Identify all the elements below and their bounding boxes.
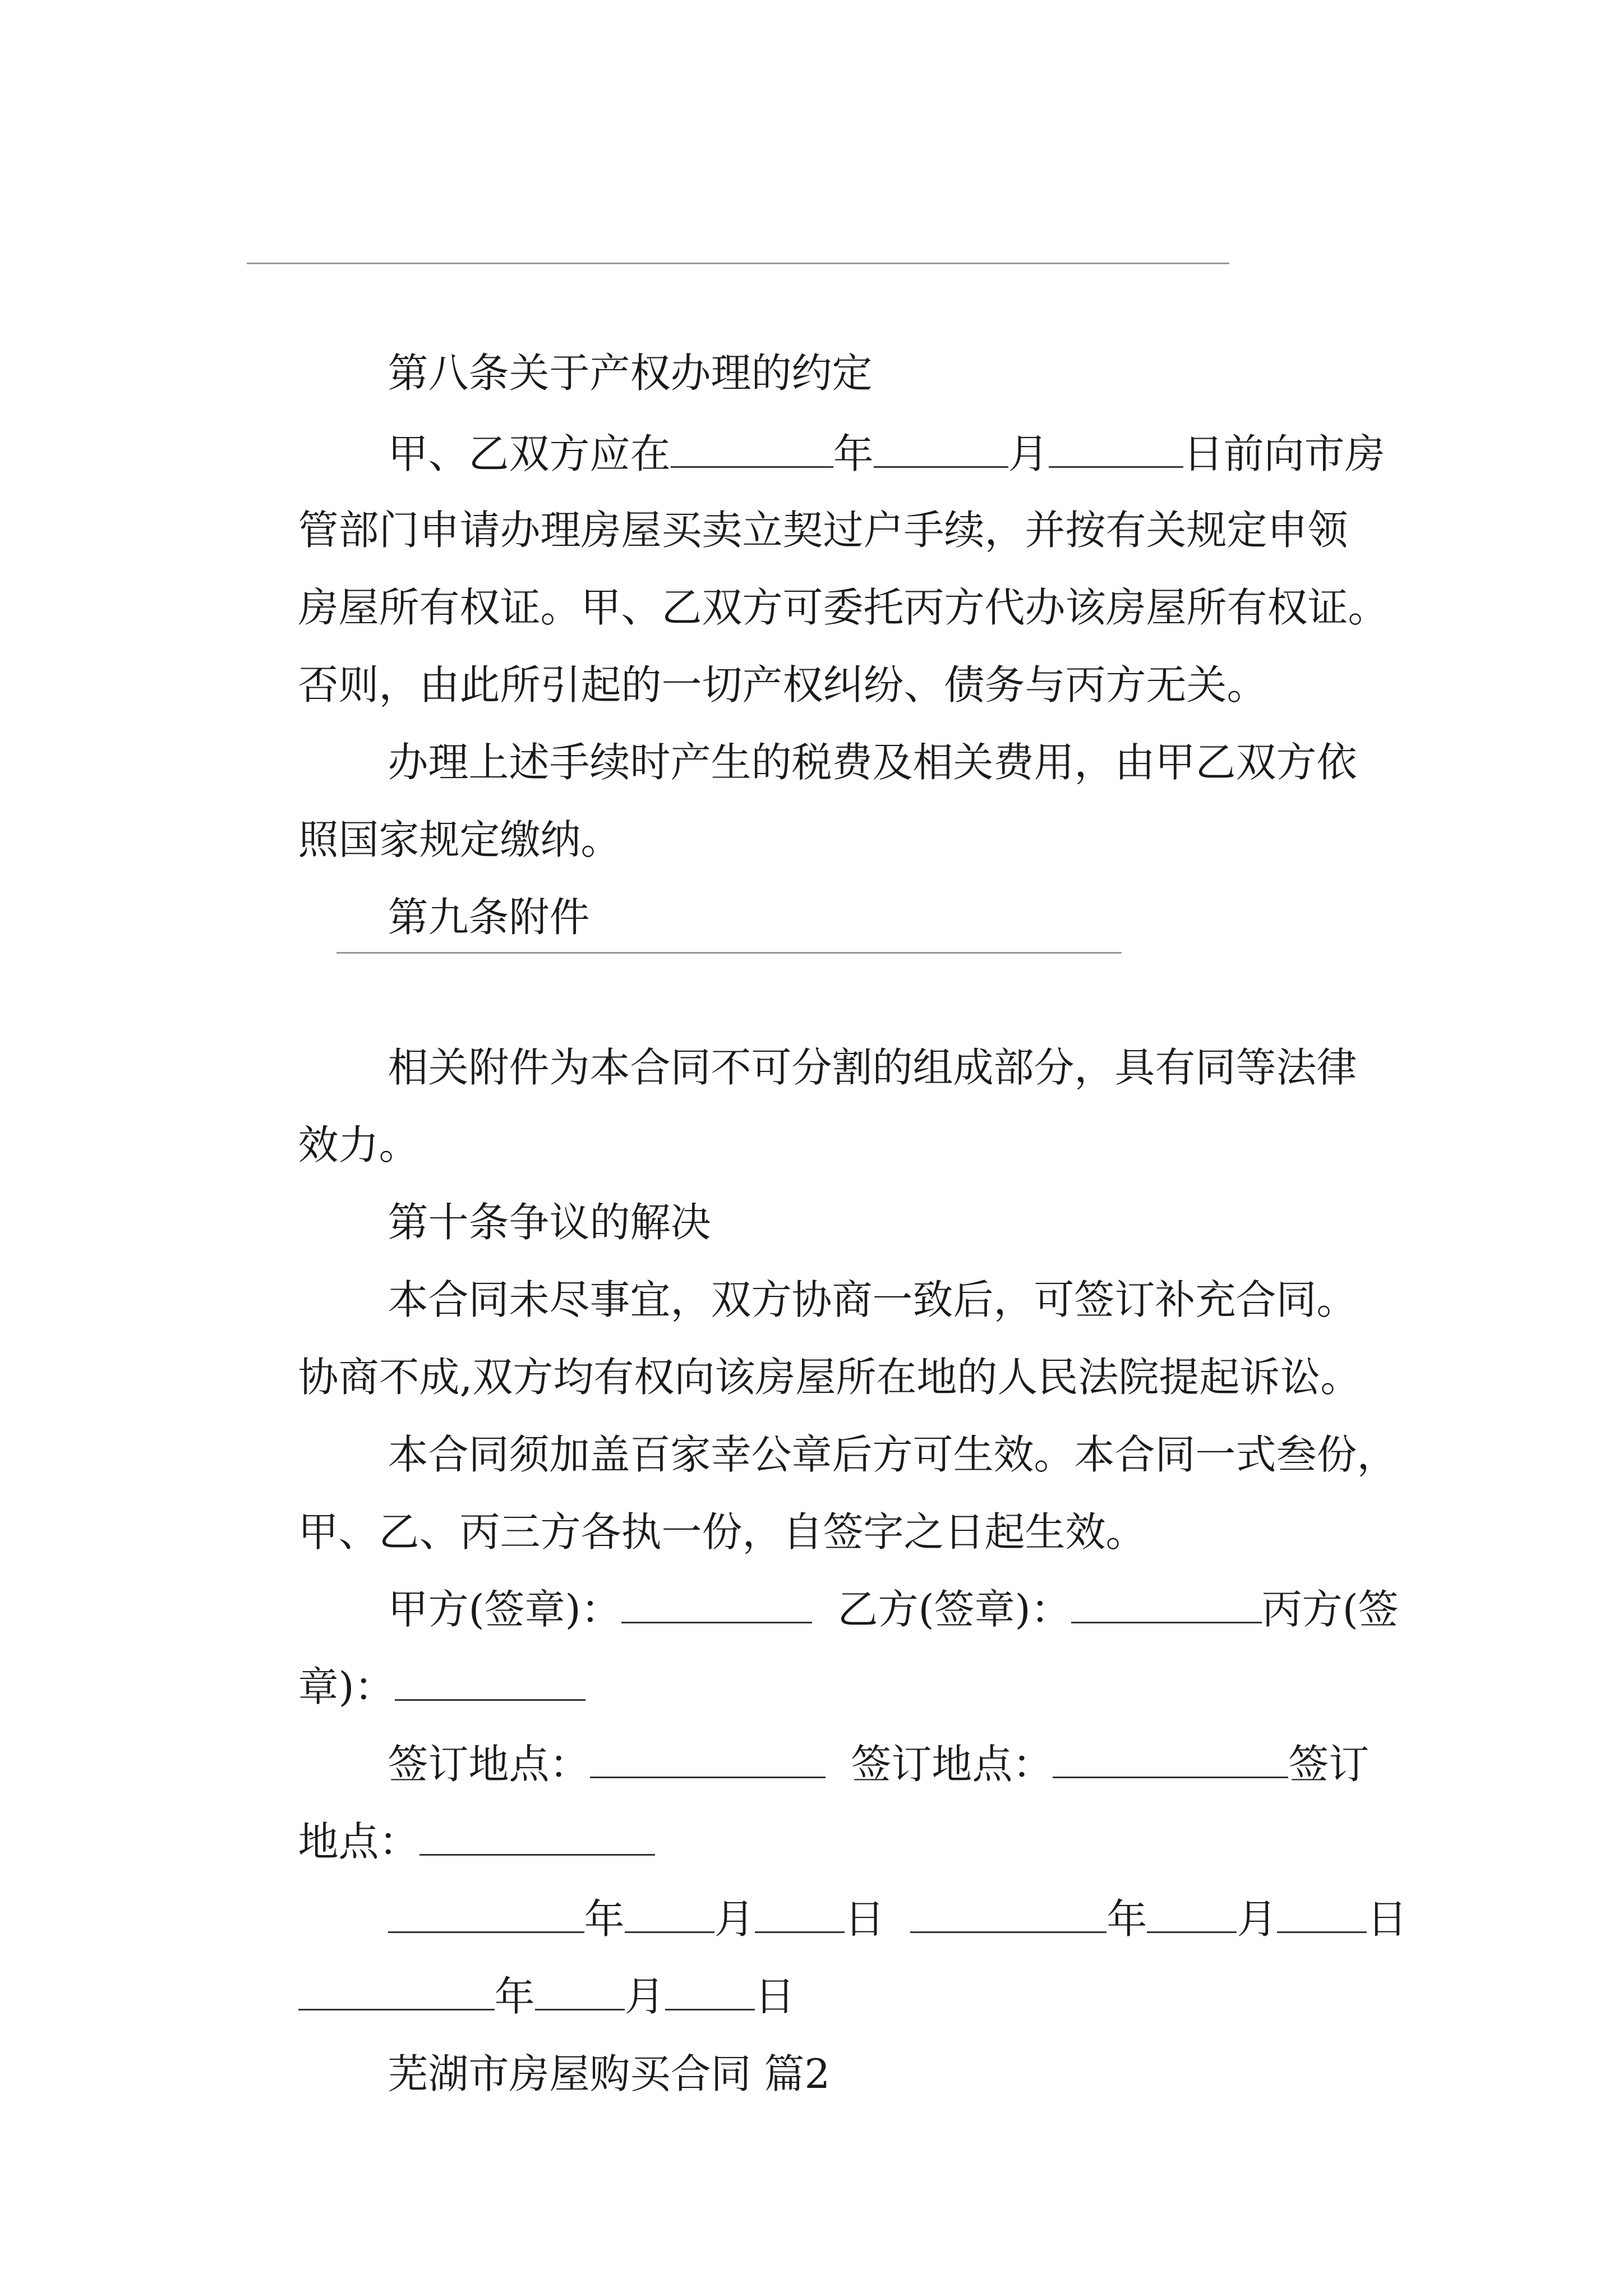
- date-a-day-label: 日: [844, 1895, 885, 1943]
- date-b-day-label: 日: [1367, 1895, 1408, 1943]
- art10-p2-line2: 甲、乙、丙三方各执一份，自签字之日起生效。: [298, 1508, 1146, 1556]
- art8-p2-line1: 办理上述手续时产生的税费及相关费用，由甲乙双方依: [388, 739, 1357, 786]
- date-b-month-label: 月: [1237, 1895, 1278, 1943]
- signature-line-1: [336, 1525, 1399, 1633]
- article-10-title: [336, 1138, 711, 1246]
- article-9-title-text: 第九条附件: [388, 894, 590, 941]
- art8-p2-line2: 照国家规定缴纳。: [298, 816, 621, 863]
- date-b-year-blank[interactable]: [910, 1892, 1106, 1933]
- article-8-paragraph-1-line-4: [247, 601, 1267, 708]
- party-a-signature-label: 甲方(签章)：: [388, 1586, 621, 1633]
- article-8-paragraph-2-line-1: [336, 678, 1357, 786]
- date-b-day-blank[interactable]: [1277, 1892, 1367, 1933]
- art10-p2-line1: 本合同须加盖百家幸公章后方可生效。本合同一式叁份，: [388, 1431, 1398, 1478]
- article-9-paragraph-line-1: [336, 983, 1357, 1091]
- date-b-year-label: 年: [1106, 1895, 1147, 1943]
- party-c-signature-label-part2: 章)：: [298, 1663, 395, 1710]
- date-line-2: [247, 1912, 795, 2020]
- art9-p1-line1: 相关附件为本合同不可分割的组成部分，具有同等法律: [388, 1044, 1357, 1091]
- art8-text-d: 日前向市房: [1183, 430, 1385, 477]
- article-9-paragraph-line-2: [247, 1061, 419, 1168]
- article-8-paragraph-1-line-3: [247, 523, 1389, 631]
- place-line-2: [247, 1757, 655, 1865]
- place-b-label: 签订地点：: [851, 1741, 1053, 1788]
- art8-p1-line3: 房屋所有权证。甲、乙双方可委托丙方代办该房屋所有权证。: [298, 584, 1389, 631]
- place-c-label-part2: 地点：: [298, 1818, 419, 1865]
- art8-text-a: 甲、乙双方应在: [388, 430, 671, 477]
- art9-p1-line2: 效力。: [298, 1121, 419, 1168]
- place-c-label-part1: 签订: [1288, 1741, 1370, 1788]
- article-10-paragraph-1-line-1: [336, 1216, 1357, 1323]
- date-c-day-label: 日: [754, 1973, 795, 2020]
- signature-line-2: [247, 1603, 585, 1710]
- date-c-year-label: 年: [494, 1973, 535, 2020]
- next-section-heading-text: 芜湖市房屋购买合同 篇2: [388, 2050, 831, 2097]
- date-a-year-label: 年: [584, 1895, 625, 1943]
- party-b-signature-label: 乙方(签章)：: [837, 1586, 1071, 1633]
- date-a-month-label: 月: [714, 1895, 755, 1943]
- article-9-title: [336, 833, 590, 941]
- art8-year-label: 年: [833, 430, 874, 477]
- date-c-month-label: 月: [624, 1973, 665, 2020]
- date-line-1: [336, 1835, 1408, 1943]
- article-10-paragraph-2-line-2: [247, 1448, 1146, 1556]
- attachment-blank-line[interactable]: [336, 952, 1122, 954]
- party-b-signature-blank[interactable]: [1071, 1582, 1262, 1623]
- place-a-label: 签订地点：: [388, 1741, 590, 1788]
- place-b-blank[interactable]: [1053, 1737, 1288, 1778]
- art8-month-label: 月: [1008, 430, 1049, 477]
- article-10-paragraph-1-line-2: [247, 1293, 1361, 1401]
- party-a-signature-blank[interactable]: [621, 1582, 812, 1623]
- article-8-title-text: 第八条关于产权办理的约定: [388, 349, 873, 397]
- party-c-signature-label-part1: 丙方(签: [1261, 1586, 1399, 1633]
- art10-p1-line2: 协商不成,双方均有权向该房屋所在地的人民法院提起诉讼。: [298, 1354, 1361, 1401]
- article-10-paragraph-2-line-1: [336, 1370, 1398, 1478]
- art8-p1-line4: 否则，由此所引起的一切产权纠纷、债务与丙方无关。: [298, 661, 1267, 708]
- art8-p1-line2: 管部门申请办理房屋买卖立契过户手续，并按有关规定申领: [298, 507, 1348, 554]
- article-8-paragraph-1-line-2: [247, 446, 1348, 554]
- article-8-paragraph-2-line-2: [247, 756, 621, 863]
- next-section-heading: [336, 1990, 831, 2097]
- art10-p1-line1: 本合同未尽事宜，双方协商一致后，可签订补充合同。: [388, 1276, 1357, 1323]
- article-10-title-text: 第十条争议的解决: [388, 1199, 711, 1246]
- article-8-title: [336, 289, 873, 397]
- top-divider: [247, 263, 1229, 264]
- date-b-month-blank[interactable]: [1147, 1892, 1237, 1933]
- place-line-1: [336, 1680, 1370, 1788]
- article-8-paragraph-1-line-1: [336, 370, 1385, 477]
